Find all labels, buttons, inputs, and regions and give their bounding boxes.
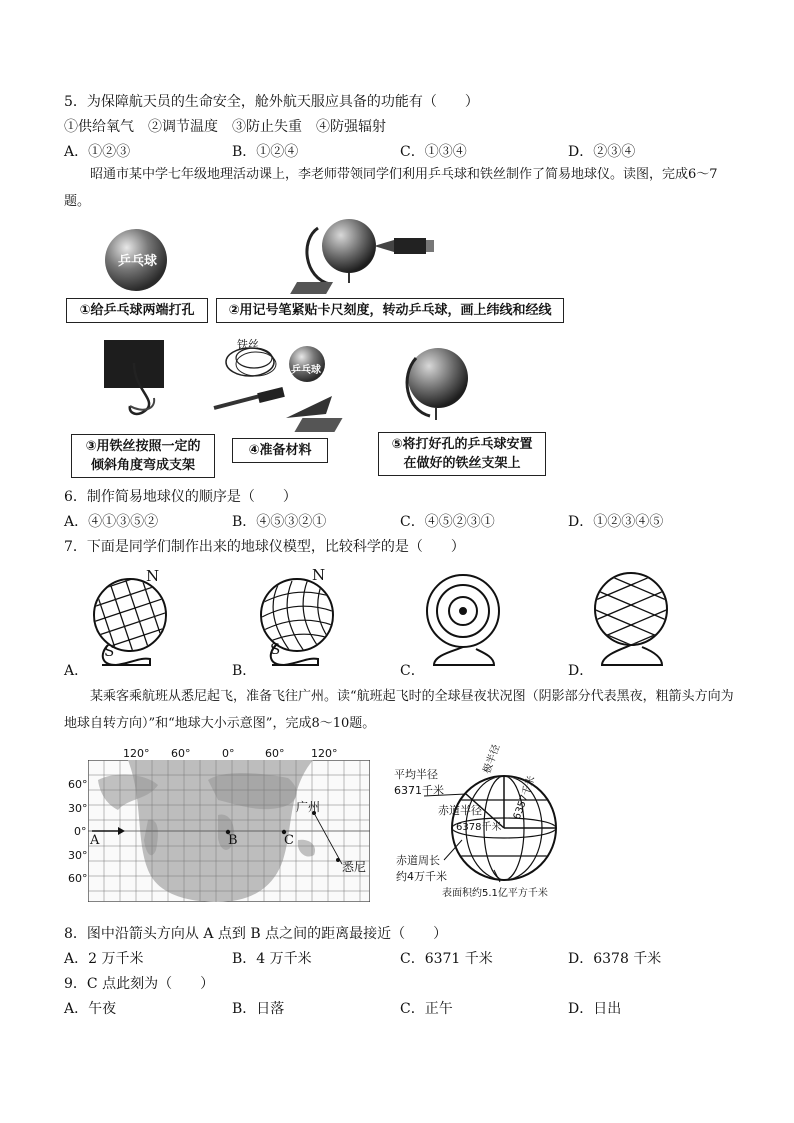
mean-radius-text: 平均半径 xyxy=(394,768,438,781)
ball-text: 乒乓球 xyxy=(118,254,158,269)
q5-option-d[interactable]: D．②③④ xyxy=(568,144,636,160)
q8-stem: 8．图中沿箭头方向从 A 点到 B 点之间的距离最接近（ ） xyxy=(64,926,448,942)
intro-6-7: 昭通市某中学七年级地理活动课上，李老师带领同学们利用乒乓球和铁丝制作了简易地球仪。读图，完成6～7题。 xyxy=(64,167,718,209)
wire-stand-photo xyxy=(104,340,164,414)
point-a-label: A xyxy=(90,833,100,848)
q7-option-d[interactable]: D． xyxy=(568,663,594,679)
day-night-map xyxy=(88,760,370,902)
lon-label-60w: 60° xyxy=(171,747,191,760)
q5-items: ①供给氧气 ②调节温度 ③防止失重 ④防强辐射 xyxy=(64,119,386,135)
q9-option-d[interactable]: D．日出 xyxy=(568,1001,622,1017)
point-b-label: B xyxy=(228,833,238,848)
mean-radius-label xyxy=(394,766,444,798)
q9-option-a[interactable]: A．午夜 xyxy=(64,1001,117,1017)
globe-b-n-label: N xyxy=(312,566,326,584)
lat-label-30s: 30° xyxy=(68,849,88,862)
q5-option-b[interactable]: B．①②④ xyxy=(232,144,299,160)
globe-model-c xyxy=(427,575,499,665)
lat-label-60s: 60° xyxy=(68,872,88,885)
q6-stem: 6．制作简易地球仪的顺序是（ ） xyxy=(64,489,297,505)
step-4-caption: ④准备材料 xyxy=(232,438,328,463)
polar-radius-text: 极半径 xyxy=(481,743,503,776)
lat-label-0: 0° xyxy=(74,825,87,838)
globe-b-s-label: S xyxy=(270,640,281,658)
q9-option-c[interactable]: C．正午 xyxy=(400,1001,453,1017)
lon-label-120w: 120° xyxy=(123,747,150,760)
q6-option-b[interactable]: B．④⑤③②① xyxy=(232,514,327,530)
lat-label-30n: 30° xyxy=(68,802,88,815)
q5-option-a[interactable]: A．①②③ xyxy=(64,144,131,160)
globe-model-d xyxy=(584,565,678,680)
q6-option-d[interactable]: D．①②③④⑤ xyxy=(568,514,664,530)
globe-a-s-label: S xyxy=(104,642,115,660)
point-c-label: C xyxy=(284,833,294,848)
equator-circumference-label xyxy=(396,852,447,884)
guangzhou-label: 广州 xyxy=(296,800,321,814)
q6-option-c[interactable]: C．④⑤②③① xyxy=(400,514,495,530)
q7-option-c[interactable]: C． xyxy=(400,663,425,679)
q8-option-a[interactable]: A．2 万千米 xyxy=(64,951,144,967)
q6-option-a[interactable]: A．④①③⑤② xyxy=(64,514,159,530)
mean-radius-value: 6371千米 xyxy=(394,784,444,797)
q7-stem: 7．下面是同学们制作出来的地球仪模型，比较科学的是（ ） xyxy=(64,539,465,555)
lon-label-120e: 120° xyxy=(311,747,338,760)
q5-option-c[interactable]: C．①③④ xyxy=(400,144,467,160)
materials-photo xyxy=(214,346,332,418)
sydney-label: 悉尼 xyxy=(342,860,367,874)
lat-label-60n: 60° xyxy=(68,778,88,791)
q9-option-b[interactable]: B．日落 xyxy=(232,1001,285,1017)
step-5-line2: 在做好的铁丝支架上 xyxy=(403,456,521,471)
step-1-caption: ①给乒乓球两端打孔 xyxy=(66,298,208,323)
q5-stem: 5．为保障航天员的生命安全，舱外航天服应具备的功能有（ ） xyxy=(64,94,479,110)
surface-area-label: 表面积约5.1亿平方千米 xyxy=(442,888,548,899)
step-3-line2: 倾斜角度弯成支架 xyxy=(90,458,195,473)
step-2-caption: ②用记号笔紧贴卡尺刻度，转动乒乓球，画上纬线和经线 xyxy=(216,298,564,323)
equator-circumference-value: 约4万千米 xyxy=(396,870,447,883)
q8-option-c[interactable]: C．6371 千米 xyxy=(400,951,493,967)
q7-option-a[interactable]: A． xyxy=(64,663,89,679)
step-5-line1: ⑤将打好孔的乒乓球安置 xyxy=(391,437,533,452)
polar-radius-value: 6357千米 xyxy=(511,774,538,822)
q8-option-b[interactable]: B．4 万千米 xyxy=(232,951,312,967)
q7-option-b[interactable]: B． xyxy=(232,663,257,679)
globe-a-n-label: N xyxy=(146,567,160,585)
q9-stem: 9．C 点此刻为（ ） xyxy=(64,976,215,992)
intro-8-10: 某乘客乘航班从悉尼起飞，准备飞往广州。读“航班起飞时的全球昼夜状况图（阴影部分代表黑夜，粗箭头方向为地球自转方向）”和“地球大小示意图”，完成8～10题。 xyxy=(64,689,734,731)
step-5-caption xyxy=(378,432,546,476)
q8-option-d[interactable]: D．6378 千米 xyxy=(568,951,662,967)
lon-label-0: 0° xyxy=(222,747,235,760)
equator-radius-value: 6378千米 xyxy=(456,822,502,833)
wire-text: 铁丝 xyxy=(237,338,259,351)
equator-radius-text: 赤道半径 xyxy=(438,804,482,817)
globe-model-a xyxy=(84,565,174,675)
lon-label-60e: 60° xyxy=(265,747,285,760)
pingpong-small-text: 乒乓球 xyxy=(291,365,321,376)
equator-circumference-text: 赤道周长 xyxy=(396,854,440,867)
globe-stand-photo-1 xyxy=(290,219,434,294)
step-3-caption xyxy=(71,434,215,478)
step-3-line1: ③用铁丝按照一定的 xyxy=(85,439,201,454)
